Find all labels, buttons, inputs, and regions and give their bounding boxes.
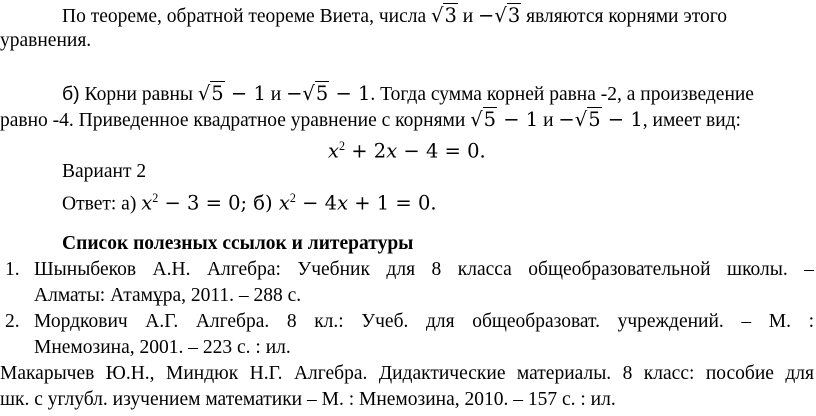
reference-item-1-cont: Алматы: Атамұра, 2011. – 288 с. [34,285,302,306]
sqrt-five-negative: √5 [302,82,329,105]
references-heading: Список полезных ссылок и литературы [62,233,414,254]
p1-and: и [457,6,479,27]
p1-text-after: являются корнями этого [521,6,727,27]
reference-extra-line-2: шк. с углубл. изучением математики – М. : Мнемозина, 2010. – 157 с. : ил. [0,389,616,410]
sqrt-three: √3 [431,4,457,27]
reference-extra-line-1: Макарычев Ю.Н., Миндюк Н.Г. Алгебра. Дидактические материалы. 8 класс: пособие для [0,363,814,384]
reference-number: 1. [5,259,20,280]
paragraph-1-line-1: По теореме, обратной теореме Виета, числа √3 и −√3 являются корнями этого [62,4,727,27]
equation-main: $x^2 + 2x - 4 = 0$. [328,139,486,163]
reference-line-1: Мордкович А.Г. Алгебра. 8 кл.: Учеб. для общеобразоват. учреждений. – М. : [34,311,814,332]
paragraph-2-line-2: равно -4. Приведенное квадратное уравнение с корнями √5 − 1 и −√5 − 1, имеет вид: [0,108,741,131]
sqrt-five-b-negative: √5 [574,108,601,131]
sqrt-five-b: √5 [470,108,497,131]
reference-item-2-cont: Мнемозина, 2001. – 223 с. : ил. [34,337,291,358]
p1-text-before: По теореме, обратной теореме Виета, числа [62,6,431,27]
reference-number: 2. [5,311,20,332]
paragraph-2-line-1: б) Корни равны √5 − 1 и −√5 − 1. Тогда сумма корней равна -2, а произведение [62,82,754,105]
item-b-label: б) [62,83,80,105]
sqrt-three-negative: √3 [494,4,521,27]
reference-line-1: Шыныбеков А.Н. Алгебра: Учебник для 8 класса общеобразовательной школы. – [34,259,814,280]
sqrt-five: √5 [197,82,224,105]
variant-heading: Вариант 2 [62,161,147,182]
answer-line: Ответ: а) $x^2 - 3 = 0$; б) $x^2 - 4x + 1 = 0$. [62,191,437,215]
paragraph-1-line-2: уравнения. [0,30,92,51]
